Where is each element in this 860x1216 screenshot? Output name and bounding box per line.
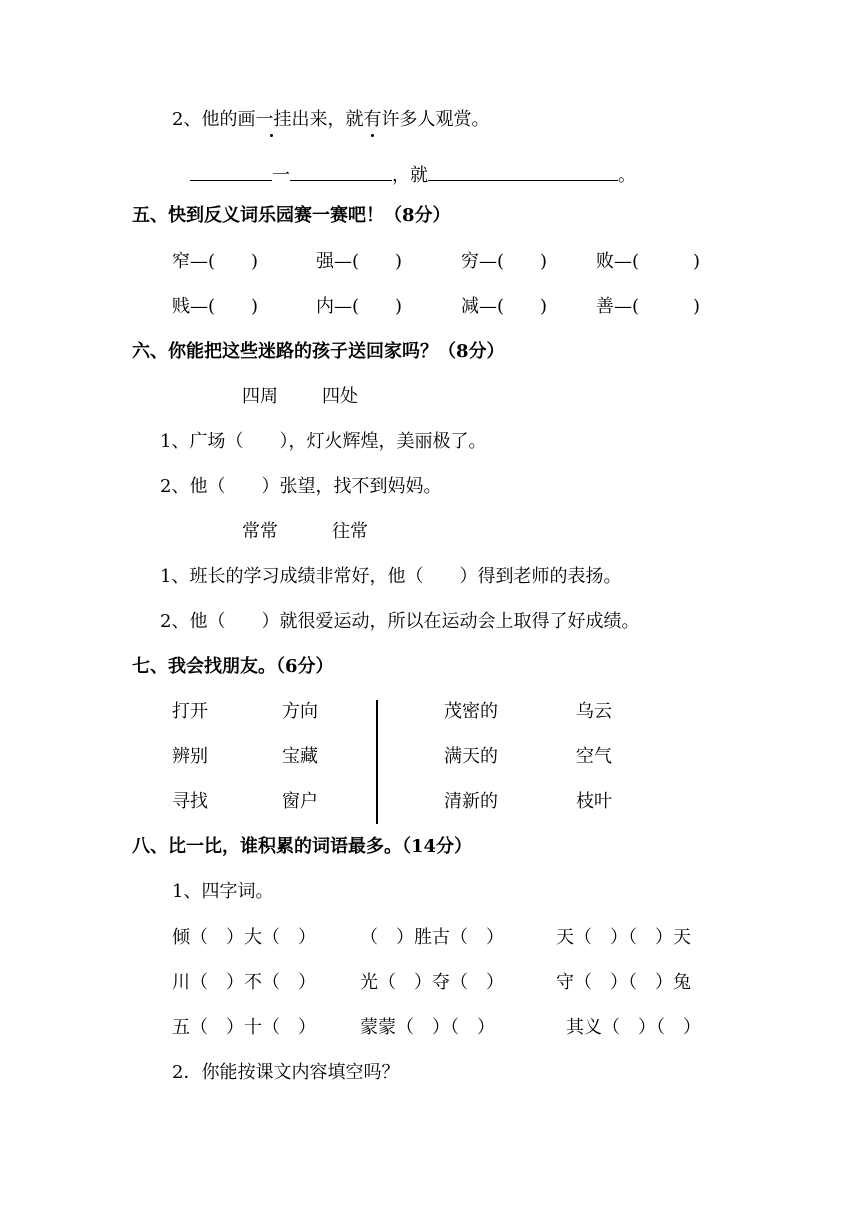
s5-title: 五、快到反义词乐园赛一赛吧！（8分）: [132, 205, 451, 226]
antonym-item[interactable]: 减—( ): [461, 296, 548, 317]
antonym-item[interactable]: 善—( ): [596, 296, 701, 317]
answer-blank[interactable]: [290, 163, 392, 181]
antonym-item[interactable]: 强—( ): [316, 251, 403, 272]
s6-sentence[interactable]: 2、他（ ）张望，找不到妈妈。: [160, 476, 442, 497]
s6-sentence[interactable]: 1、广场（ ），灯火辉煌，美丽极了。: [160, 431, 487, 452]
antonym-item[interactable]: 穷—( ): [461, 251, 548, 272]
s6-sentence[interactable]: 1、班长的学习成绩非常好，他（ ）得到老师的表扬。: [160, 566, 622, 587]
word-choice: 四处: [322, 386, 358, 407]
answer-blank[interactable]: [428, 163, 618, 181]
antonym-item[interactable]: 贱—( ): [172, 296, 259, 317]
s7-title: 七、我会找朋友。（6分）: [132, 656, 334, 677]
match-word[interactable]: 乌云: [576, 701, 612, 722]
word-choice: 往常: [332, 521, 368, 542]
idiom-item[interactable]: 天（ ）（ ）天: [556, 927, 691, 948]
s6-title: 六、你能把这些迷路的孩子送回家吗？（8分）: [132, 341, 505, 362]
idiom-item[interactable]: 守（ ）（ ）兔: [556, 972, 691, 993]
column-divider: [376, 700, 378, 824]
match-word[interactable]: 空气: [576, 746, 612, 767]
word-choice: 四周: [242, 386, 278, 407]
match-word[interactable]: 辨别: [172, 746, 208, 767]
emphasis-dot: [270, 134, 273, 137]
match-word[interactable]: 满天的: [444, 746, 498, 767]
fill-text-end: 。: [618, 165, 636, 186]
match-word[interactable]: 寻找: [172, 791, 208, 812]
idiom-item[interactable]: 倾（ ）大（ ）: [172, 927, 316, 948]
antonym-item[interactable]: 内—( ): [316, 296, 403, 317]
s6-sentence[interactable]: 2、他（ ）就很爱运动，所以在运动会上取得了好成绩。: [160, 611, 640, 632]
match-word[interactable]: 宝藏: [282, 746, 318, 767]
s4-fill-line: [190, 163, 636, 185]
idiom-item[interactable]: 五（ ）十（ ）: [172, 1017, 316, 1038]
match-word[interactable]: 窗户: [282, 791, 318, 812]
idiom-item[interactable]: （ ）胜古（ ）: [360, 927, 504, 948]
antonym-item[interactable]: 窄—( ): [172, 251, 259, 272]
match-word[interactable]: 枝叶: [576, 791, 612, 812]
idiom-item[interactable]: 蒙蒙（ ）（ ）: [360, 1017, 495, 1038]
match-word[interactable]: 茂密的: [444, 701, 498, 722]
match-word[interactable]: 清新的: [444, 791, 498, 812]
s8-sub2: 2．你能按课文内容填空吗？: [172, 1062, 400, 1083]
emphasis-dot: [371, 134, 374, 137]
word-choice: 常常: [242, 521, 278, 542]
match-word[interactable]: 打开: [172, 701, 208, 722]
idiom-item[interactable]: 其义（ ）（ ）: [566, 1017, 701, 1038]
s8-title: 八、比一比，谁积累的词语最多。（14分）: [132, 836, 473, 857]
s8-sub1: 1、四字词。: [172, 881, 274, 902]
s4-item-2: 2、他的画一挂出来，就有许多人观赏。: [172, 109, 490, 130]
antonym-item[interactable]: 败—( ): [596, 251, 701, 272]
answer-blank[interactable]: [190, 163, 272, 181]
fill-text-yi: 一: [272, 165, 290, 186]
fill-text-jiu: ，就: [392, 165, 428, 186]
idiom-item[interactable]: 川（ ）不（ ）: [172, 972, 316, 993]
idiom-item[interactable]: 光（ ）夺（ ）: [360, 972, 504, 993]
match-word[interactable]: 方向: [282, 701, 318, 722]
